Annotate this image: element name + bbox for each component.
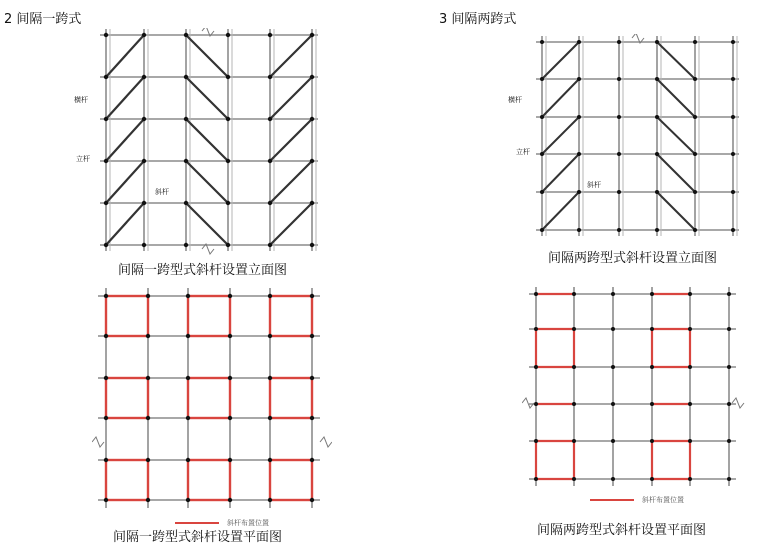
left-elevation-svg <box>96 28 336 258</box>
joint-node <box>693 190 697 194</box>
joint-node <box>146 416 150 420</box>
joint-node <box>186 458 190 462</box>
joint-node <box>104 33 108 37</box>
diagonal-bar <box>106 203 144 245</box>
right-plan-diagram <box>522 283 746 495</box>
joint-node <box>142 159 146 163</box>
label-horizontal-left: 横杆 <box>74 96 88 104</box>
left-plan-svg <box>92 282 332 512</box>
joint-node <box>310 33 314 37</box>
joint-node <box>226 201 230 205</box>
label-horizontal-right: 横杆 <box>508 96 522 104</box>
diagonal-bar <box>270 161 312 203</box>
diagonal-location-box <box>270 460 312 500</box>
joint-node <box>226 243 230 247</box>
joint-node <box>572 402 576 406</box>
joint-node <box>226 117 230 121</box>
joint-node <box>540 190 544 194</box>
joint-node <box>184 243 188 247</box>
diagonal-bar <box>270 119 312 161</box>
joint-node <box>268 458 272 462</box>
joint-node <box>655 77 659 81</box>
joint-node <box>142 117 146 121</box>
legend-left <box>175 518 269 528</box>
diagonal-bar <box>542 117 579 154</box>
joint-node <box>577 228 581 232</box>
joint-node <box>146 334 150 338</box>
caption-right-plan: 间隔两跨型式斜杆设置平面图 <box>537 523 707 538</box>
joint-node <box>310 201 314 205</box>
joint-node <box>186 376 190 380</box>
joint-node <box>226 33 230 37</box>
diagonal-location-box <box>188 296 230 336</box>
joint-node <box>228 458 232 462</box>
joint-node <box>572 292 576 296</box>
right-elevation-svg <box>532 34 750 244</box>
joint-node <box>617 77 621 81</box>
label-diagonal-right: 斜杆 <box>587 181 601 189</box>
joint-node <box>104 75 108 79</box>
caption-left-elevation: 间隔一跨型式斜杆设置立面图 <box>118 263 288 278</box>
left-plan-diagram <box>92 282 332 512</box>
joint-node <box>693 152 697 156</box>
joint-node <box>226 159 230 163</box>
joint-node <box>540 115 544 119</box>
left-elevation-diagram <box>96 28 336 258</box>
joint-node <box>184 159 188 163</box>
diagonal-bar <box>270 35 312 77</box>
joint-node <box>611 402 615 406</box>
joint-node <box>655 115 659 119</box>
joint-node <box>146 498 150 502</box>
joint-node <box>184 117 188 121</box>
diagonal-bar <box>186 35 228 77</box>
diagonal-location-box <box>270 296 312 336</box>
joint-node <box>611 327 615 331</box>
joint-node <box>693 40 697 44</box>
joint-node <box>572 327 576 331</box>
diagonal-bar <box>542 79 579 117</box>
joint-node <box>268 243 272 247</box>
joint-node <box>688 365 692 369</box>
joint-node <box>650 292 654 296</box>
diagonal-bar <box>657 42 695 79</box>
diagonal-bar <box>106 119 144 161</box>
joint-node <box>727 439 731 443</box>
joint-node <box>577 152 581 156</box>
diagonal-location-box <box>106 378 148 418</box>
diagonal-bar <box>186 161 228 203</box>
break-mark <box>92 437 104 447</box>
joint-node <box>228 498 232 502</box>
joint-node <box>617 190 621 194</box>
joint-node <box>268 416 272 420</box>
diagonal-bar <box>657 117 695 154</box>
joint-node <box>534 327 538 331</box>
joint-node <box>534 402 538 406</box>
joint-node <box>688 477 692 481</box>
diagonal-bar <box>186 203 228 245</box>
joint-node <box>540 152 544 156</box>
joint-node <box>104 201 108 205</box>
joint-node <box>184 33 188 37</box>
joint-node <box>688 292 692 296</box>
joint-node <box>572 439 576 443</box>
diagonal-bar <box>657 154 695 192</box>
joint-node <box>268 376 272 380</box>
joint-node <box>310 498 314 502</box>
diagonal-bar <box>186 77 228 119</box>
diagonal-bar <box>542 192 579 230</box>
joint-node <box>611 365 615 369</box>
joint-node <box>104 498 108 502</box>
diagonal-bar <box>270 203 312 245</box>
joint-node <box>540 228 544 232</box>
joint-node <box>142 201 146 205</box>
section-title-left: 2 间隔一跨式 <box>4 12 82 27</box>
joint-node <box>617 228 621 232</box>
joint-node <box>655 190 659 194</box>
joint-node <box>534 292 538 296</box>
right-plan-svg <box>522 283 746 495</box>
diagonal-bar <box>657 192 695 230</box>
joint-node <box>104 159 108 163</box>
joint-node <box>577 40 581 44</box>
diagonal-location-box <box>106 296 148 336</box>
joint-node <box>310 294 314 298</box>
diagonal-bar <box>106 77 144 119</box>
section-title-right: 3 间隔两跨式 <box>439 12 517 27</box>
legend-text: 斜杆布置位置 <box>642 496 684 504</box>
joint-node <box>310 159 314 163</box>
joint-node <box>731 152 735 156</box>
joint-node <box>228 416 232 420</box>
joint-node <box>731 228 735 232</box>
diagonal-bar <box>186 119 228 161</box>
break-mark <box>732 398 744 408</box>
joint-node <box>650 327 654 331</box>
joint-node <box>577 190 581 194</box>
joint-node <box>655 152 659 156</box>
joint-node <box>186 334 190 338</box>
diagonal-location-box <box>270 378 312 418</box>
joint-node <box>534 439 538 443</box>
joint-node <box>693 77 697 81</box>
joint-node <box>310 75 314 79</box>
legend-swatch <box>590 499 634 501</box>
joint-node <box>655 40 659 44</box>
joint-node <box>268 334 272 338</box>
label-diagonal-left: 斜杆 <box>155 188 169 196</box>
joint-node <box>688 439 692 443</box>
joint-node <box>104 416 108 420</box>
joint-node <box>268 294 272 298</box>
break-mark <box>320 437 332 447</box>
joint-node <box>731 115 735 119</box>
joint-node <box>104 294 108 298</box>
label-vertical-right: 立杆 <box>516 148 530 156</box>
joint-node <box>310 376 314 380</box>
joint-node <box>727 402 731 406</box>
joint-node <box>146 294 150 298</box>
diagonal-location-box <box>106 460 148 500</box>
joint-node <box>688 402 692 406</box>
joint-node <box>310 117 314 121</box>
joint-node <box>142 243 146 247</box>
joint-node <box>540 77 544 81</box>
joint-node <box>186 498 190 502</box>
joint-node <box>184 201 188 205</box>
joint-node <box>228 294 232 298</box>
joint-node <box>104 243 108 247</box>
joint-node <box>731 77 735 81</box>
diagonal-bar <box>657 79 695 117</box>
joint-node <box>540 40 544 44</box>
joint-node <box>611 292 615 296</box>
joint-node <box>268 33 272 37</box>
joint-node <box>727 365 731 369</box>
joint-node <box>228 334 232 338</box>
joint-node <box>572 477 576 481</box>
joint-node <box>655 228 659 232</box>
right-elevation-diagram <box>532 34 750 244</box>
joint-node <box>534 477 538 481</box>
joint-node <box>268 159 272 163</box>
label-vertical-left: 立杆 <box>76 155 90 163</box>
joint-node <box>226 75 230 79</box>
diagonal-location-box <box>188 378 230 418</box>
joint-node <box>534 365 538 369</box>
joint-node <box>617 152 621 156</box>
joint-node <box>577 115 581 119</box>
caption-right-elevation: 间隔两跨型式斜杆设置立面图 <box>548 251 718 266</box>
joint-node <box>727 327 731 331</box>
joint-node <box>693 115 697 119</box>
legend-swatch <box>175 522 219 524</box>
joint-node <box>310 334 314 338</box>
diagonal-bar <box>106 161 144 203</box>
joint-node <box>310 416 314 420</box>
joint-node <box>310 243 314 247</box>
joint-node <box>104 376 108 380</box>
joint-node <box>650 439 654 443</box>
joint-node <box>268 117 272 121</box>
joint-node <box>186 416 190 420</box>
joint-node <box>617 40 621 44</box>
diagonal-location-box <box>188 460 230 500</box>
joint-node <box>611 439 615 443</box>
joint-node <box>688 327 692 331</box>
joint-node <box>727 477 731 481</box>
diagonal-bar <box>270 77 312 119</box>
joint-node <box>146 458 150 462</box>
joint-node <box>650 477 654 481</box>
joint-node <box>572 365 576 369</box>
joint-node <box>268 498 272 502</box>
joint-node <box>650 365 654 369</box>
joint-node <box>142 33 146 37</box>
joint-node <box>693 228 697 232</box>
joint-node <box>104 458 108 462</box>
joint-node <box>577 77 581 81</box>
joint-node <box>731 190 735 194</box>
joint-node <box>142 75 146 79</box>
joint-node <box>184 75 188 79</box>
joint-node <box>146 376 150 380</box>
joint-node <box>268 75 272 79</box>
legend-text: 斜杆布置位置 <box>227 519 269 527</box>
joint-node <box>104 334 108 338</box>
caption-left-plan: 间隔一跨型式斜杆设置平面图 <box>113 530 283 545</box>
diagonal-bar <box>106 35 144 77</box>
break-mark <box>522 398 534 408</box>
joint-node <box>268 201 272 205</box>
diagonal-bar <box>542 154 579 192</box>
joint-node <box>617 115 621 119</box>
joint-node <box>104 117 108 121</box>
joint-node <box>310 458 314 462</box>
joint-node <box>731 40 735 44</box>
joint-node <box>186 294 190 298</box>
joint-node <box>727 292 731 296</box>
joint-node <box>611 477 615 481</box>
legend-right <box>590 495 684 505</box>
joint-node <box>650 402 654 406</box>
diagonal-bar <box>542 42 579 79</box>
joint-node <box>228 376 232 380</box>
